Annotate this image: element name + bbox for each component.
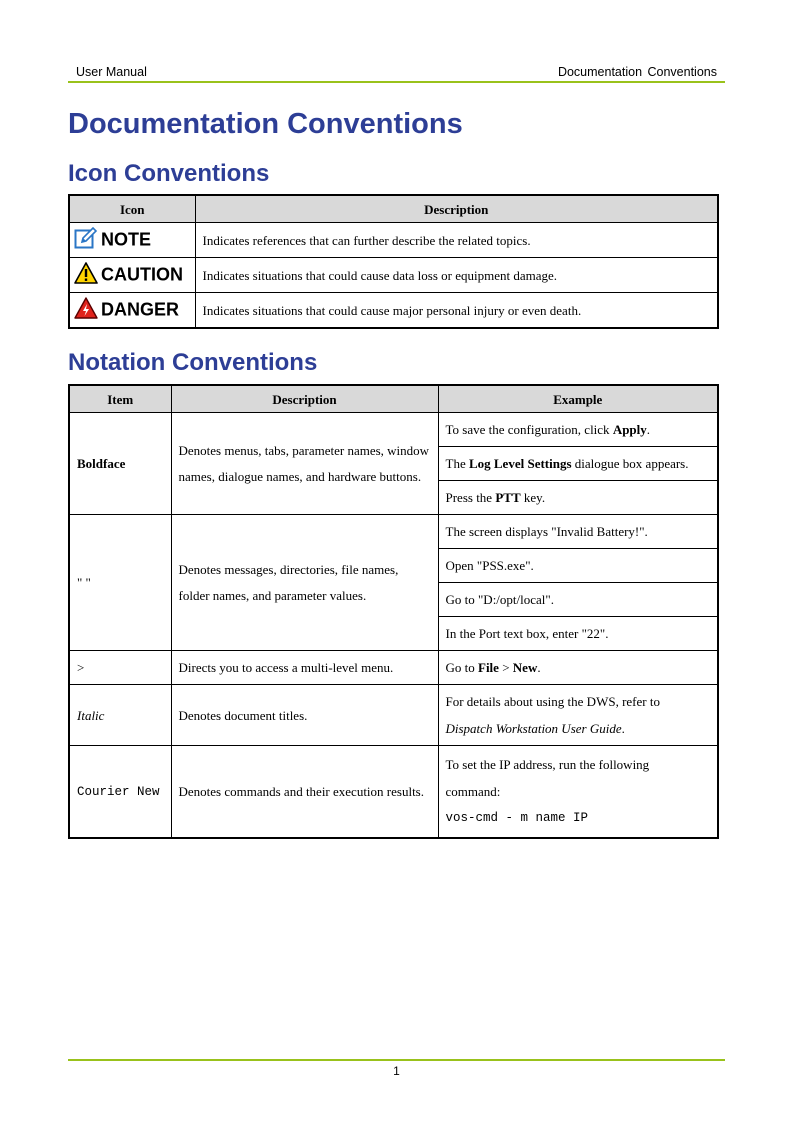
caution-label-cell: [69, 258, 195, 293]
table-row: [69, 685, 718, 746]
col-header-description: Description: [195, 195, 718, 223]
courier-label: Courier New: [77, 785, 160, 799]
example-text: Press the: [445, 490, 496, 505]
note-label-cell: [69, 223, 195, 258]
example-text: key.: [520, 490, 546, 505]
table-row: [69, 293, 718, 329]
italic-description: Denotes document titles.: [171, 685, 438, 746]
italic-example: [438, 685, 718, 746]
boldface-label: Boldface: [77, 456, 126, 471]
boldface-example-1: [438, 413, 718, 447]
note-label: NOTE: [101, 229, 152, 250]
page-number: 1: [393, 1064, 400, 1078]
header-right: Documentation Conventions: [557, 65, 717, 79]
example-text-line: [446, 715, 711, 742]
table-row: [69, 258, 718, 293]
item-courier-new: [69, 746, 171, 839]
example-text: .: [621, 721, 625, 736]
note-description: Indicates references that can further describe the related topics.: [195, 223, 718, 258]
example-bold: File: [478, 660, 499, 675]
item-boldface: [69, 413, 171, 515]
boldface-description: Denotes menus, tabs, parameter names, window names, dialogue names, and hardware buttons.: [171, 413, 438, 515]
example-bold: Apply: [612, 422, 647, 437]
example-text: >: [498, 660, 513, 675]
example-text: .: [537, 660, 541, 675]
example-text: To set the IP address, run the following: [445, 757, 650, 772]
col-header-icon: Icon: [69, 195, 195, 223]
quotes-example-1: The screen displays "Invalid Battery!".: [438, 515, 718, 549]
example-italic: Dispatch Workstation User Guide: [445, 721, 622, 736]
caution-label: CAUTION: [101, 264, 183, 285]
quotes-example-3: Go to "D:/opt/local".: [438, 583, 718, 617]
notation-conventions-table: [68, 384, 719, 839]
courier-description: Denotes commands and their execution results.: [171, 746, 438, 839]
col-header-description: Description: [171, 385, 438, 413]
example-bold: New: [512, 660, 538, 675]
example-text: dialogue box appears.: [571, 456, 689, 471]
table-header-row: [69, 385, 718, 413]
page-title: Documentation Conventions: [68, 108, 463, 140]
example-text: command:: [445, 784, 501, 799]
example-bold: Log Level Settings: [468, 456, 572, 471]
quotes-example-4: In the Port text box, enter "22".: [438, 617, 718, 651]
danger-triangle-icon: [74, 297, 98, 323]
example-text: The: [445, 456, 469, 471]
item-quotes: " ": [69, 515, 171, 651]
danger-label-cell: [69, 293, 195, 329]
danger-description: Indicates situations that could cause major personal injury or even death.: [195, 293, 718, 329]
caution-description: Indicates situations that could cause data loss or equipment damage.: [195, 258, 718, 293]
item-italic: [69, 685, 171, 746]
col-header-example: Example: [438, 385, 718, 413]
table-row: [69, 223, 718, 258]
example-text: .: [646, 422, 651, 437]
icon-conventions-table: [68, 194, 719, 329]
example-command: vos-cmd - m name IP: [445, 811, 589, 825]
note-pencil-icon: [74, 227, 98, 253]
table-row: [69, 746, 718, 839]
gt-example: [438, 651, 718, 685]
quotes-example-2: Open "PSS.exe".: [438, 549, 718, 583]
notation-conventions-heading: Notation Conventions: [68, 349, 318, 376]
courier-example: [438, 746, 718, 839]
danger-label: DANGER: [101, 299, 180, 320]
col-header-item: Item: [69, 385, 171, 413]
footer-divider: [68, 1059, 725, 1061]
example-text: For details about using the DWS, refer to: [445, 694, 660, 709]
boldface-example-3: [438, 481, 718, 515]
italic-label: Italic: [77, 707, 105, 723]
table-row: [69, 515, 718, 549]
example-text: Go to: [445, 660, 478, 675]
header-left: User Manual: [76, 65, 147, 79]
example-bold: PTT: [495, 490, 521, 505]
icon-conventions-heading: Icon Conventions: [68, 160, 270, 187]
table-row: [69, 413, 718, 447]
table-header-row: [69, 195, 718, 223]
caution-triangle-icon: [74, 262, 98, 288]
gt-description: Directs you to access a multi-level menu.: [171, 651, 438, 685]
header-divider: [68, 81, 725, 83]
quotes-description: Denotes messages, directories, file names, folder names, and parameter values.: [171, 515, 438, 651]
boldface-example-2: [438, 447, 718, 481]
item-gt: >: [69, 651, 171, 685]
example-text: To save the configuration, click: [445, 422, 613, 437]
table-row: [69, 651, 718, 685]
